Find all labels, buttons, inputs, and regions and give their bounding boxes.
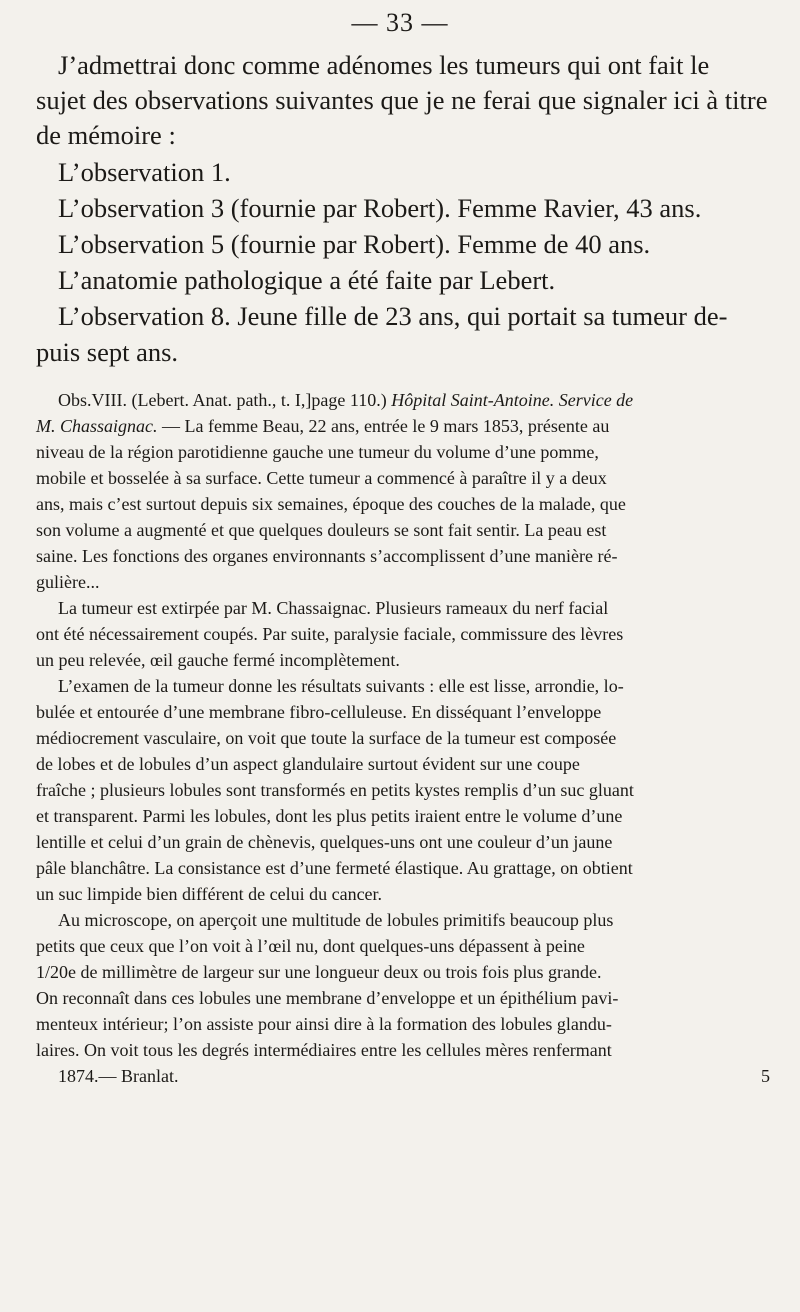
obs8-line: ans, mais c’est surtout depuis six semaines, époque des couches de la malade, que [36, 494, 626, 514]
list-item: L’anatomie pathologique a été faite par Lebert. [58, 265, 556, 295]
obs8-line: Au microscope, on aperçoit une multitude de lobules primitifs beaucoup plus [58, 910, 614, 930]
obs8-line: de lobes et de lobules d’un aspect glandulaire surtout évident sur une coupe [36, 754, 580, 774]
obs8-line [36, 416, 609, 437]
obs8-line: son volume a augmenté et que quelques douleurs se sont fait sentir. La peau est [36, 520, 607, 540]
obs8-line: bulée et entourée d’une membrane fibro-celluleuse. En disséquant l’enveloppe [36, 702, 602, 722]
obs8-line: un peu relevée, œil gauche fermé incomplètement. [36, 650, 400, 670]
sheet-number: 5 [761, 1066, 770, 1086]
intro-line: de mémoire : [36, 120, 176, 150]
obs8-line: 1/20e de millimètre de largeur sur une longueur deux ou trois fois plus grande. [36, 962, 602, 982]
obs8-line: pâle blanchâtre. La consistance est d’une fermeté élastique. Au grattage, on obtient [36, 858, 633, 878]
list-item: L’observation 5 (fournie par Robert). Femme de 40 ans. [58, 229, 651, 259]
obs8-line: On reconnaît dans ces lobules une membrane d’enveloppe et un épithélium pavi- [36, 988, 619, 1008]
page-number: — 33 — [351, 8, 449, 37]
obs8-line: menteux intérieur; l’on assiste pour ainsi dire à la formation des lobules glandu- [36, 1014, 612, 1034]
obs8-line: ont été nécessairement coupés. Par suite, paralysie faciale, commissure des lèvres [36, 624, 624, 644]
list-item: L’observation 8. Jeune fille de 23 ans, qui portait sa tumeur de- [58, 301, 728, 331]
list-item: L’observation 3 (fournie par Robert). Femme Ravier, 43 ans. [58, 193, 702, 223]
obs8-line: médiocrement vasculaire, on voit que toute la surface de la tumeur est composée [36, 728, 617, 748]
obs8-line: laires. On voit tous les degrés intermédiaires entre les cellules mères renfermant [36, 1040, 612, 1060]
obs8-intro-text: — La femme Beau, 22 ans, entrée le 9 mars 1853, présente au [157, 416, 610, 436]
obs8-line: mobile et bosselée à sa surface. Cette tumeur a commencé à paraître il y a deux [36, 468, 607, 488]
obs8-heading-hospital: Hôpital Saint-Antoine. Service de [391, 390, 634, 410]
obs8-service-name: M. Chassaignac. [36, 416, 158, 436]
intro-line: sujet des observations suivantes que je ne ferai que signaler ici à titre [36, 85, 768, 115]
obs8-line: et transparent. Parmi les lobules, dont les plus petits iraient entre le volume d’une [36, 806, 623, 826]
obs8-heading [58, 390, 633, 411]
intro-line: J’admettrai donc comme adénomes les tumeurs qui ont fait le [58, 50, 710, 80]
obs8-heading-ref: Obs.VIII. (Lebert. Anat. path., t. I,]page 110.) [58, 390, 387, 410]
obs8-line: niveau de la région parotidienne gauche une tumeur du volume d’une pomme, [36, 442, 599, 462]
obs8-line: fraîche ; plusieurs lobules sont transformés en petits kystes remplis d’un suc gluant [36, 780, 634, 800]
page-footer [58, 1066, 770, 1087]
obs8-line: L’examen de la tumeur donne les résultats suivants : elle est lisse, arrondie, lo- [58, 676, 624, 696]
obs8-line: un suc limpide bien différent de celui du cancer. [36, 884, 383, 904]
obs8-line: saine. Les fonctions des organes environnants s’accomplissent d’une manière ré- [36, 546, 618, 566]
obs8-line: La tumeur est extirpée par M. Chassaignac. Plusieurs rameaux du nerf facial [58, 598, 609, 618]
list-item: L’observation 1. [58, 157, 231, 187]
obs8-line: lentille et celui d’un grain de chènevis, quelques-uns ont une couleur d’un jaune [36, 832, 613, 852]
list-item: puis sept ans. [36, 337, 179, 367]
signature-mark: 1874.— Branlat. [58, 1066, 179, 1086]
obs8-line: gulière... [36, 572, 100, 592]
obs8-line: petits que ceux que l’on voit à l’œil nu, dont quelques-uns dépassent à peine [36, 936, 585, 956]
